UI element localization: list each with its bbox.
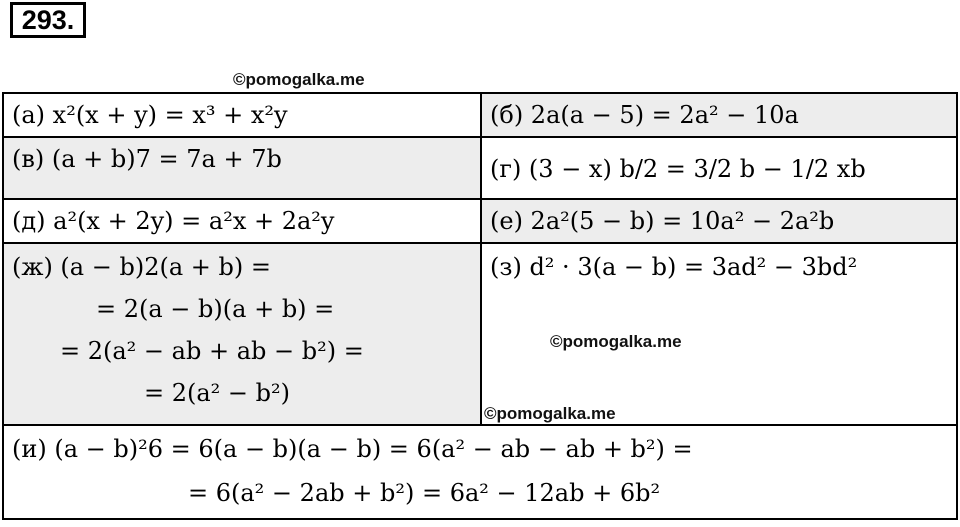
- line-zh-2: = 2(a − b)(a + b) =: [96, 295, 335, 323]
- problem-number: 293.: [10, 2, 86, 38]
- watermark: ©pomogalka.me: [550, 332, 682, 351]
- cell-v: (в) (a + b)7 = 7a + 7b: [3, 137, 481, 199]
- line-i-1: (и) (a − b)²6 = 6(a − b)(a − b) = 6(a² − ab − ab + b²) =: [12, 435, 693, 463]
- cell-g: (г) (3 − x) b/2 = 3/2 b − 1/2 xb: [481, 137, 957, 199]
- cell-e: (е) 2a²(5 − b) = 10a² − 2a²b: [481, 199, 957, 243]
- watermark: ©pomogalka.me: [484, 404, 616, 423]
- solution-table: [2, 92, 958, 520]
- cell-i: [3, 425, 957, 519]
- cell-z: (з) d² · 3(a − b) = 3ad² − 3bd²: [481, 243, 957, 425]
- cell-a: (а) x²(x + y) = x³ + x²y: [3, 93, 481, 137]
- watermark: ©pomogalka.me: [233, 70, 365, 89]
- cell-zh: [3, 243, 481, 425]
- line-zh-1: (ж) (a − b)2(a + b) =: [12, 253, 271, 281]
- cell-d: (д) a²(x + 2y) = a²x + 2a²y: [3, 199, 481, 243]
- cell-b: (б) 2a(a − 5) = 2a² − 10a: [481, 93, 957, 137]
- line-i-2: = 6(a² − 2ab + b²) = 6a² − 12ab + 6b²: [188, 479, 661, 507]
- line-zh-4: = 2(a² − b²): [144, 379, 291, 407]
- line-zh-3: = 2(a² − ab + ab − b²) =: [60, 337, 364, 365]
